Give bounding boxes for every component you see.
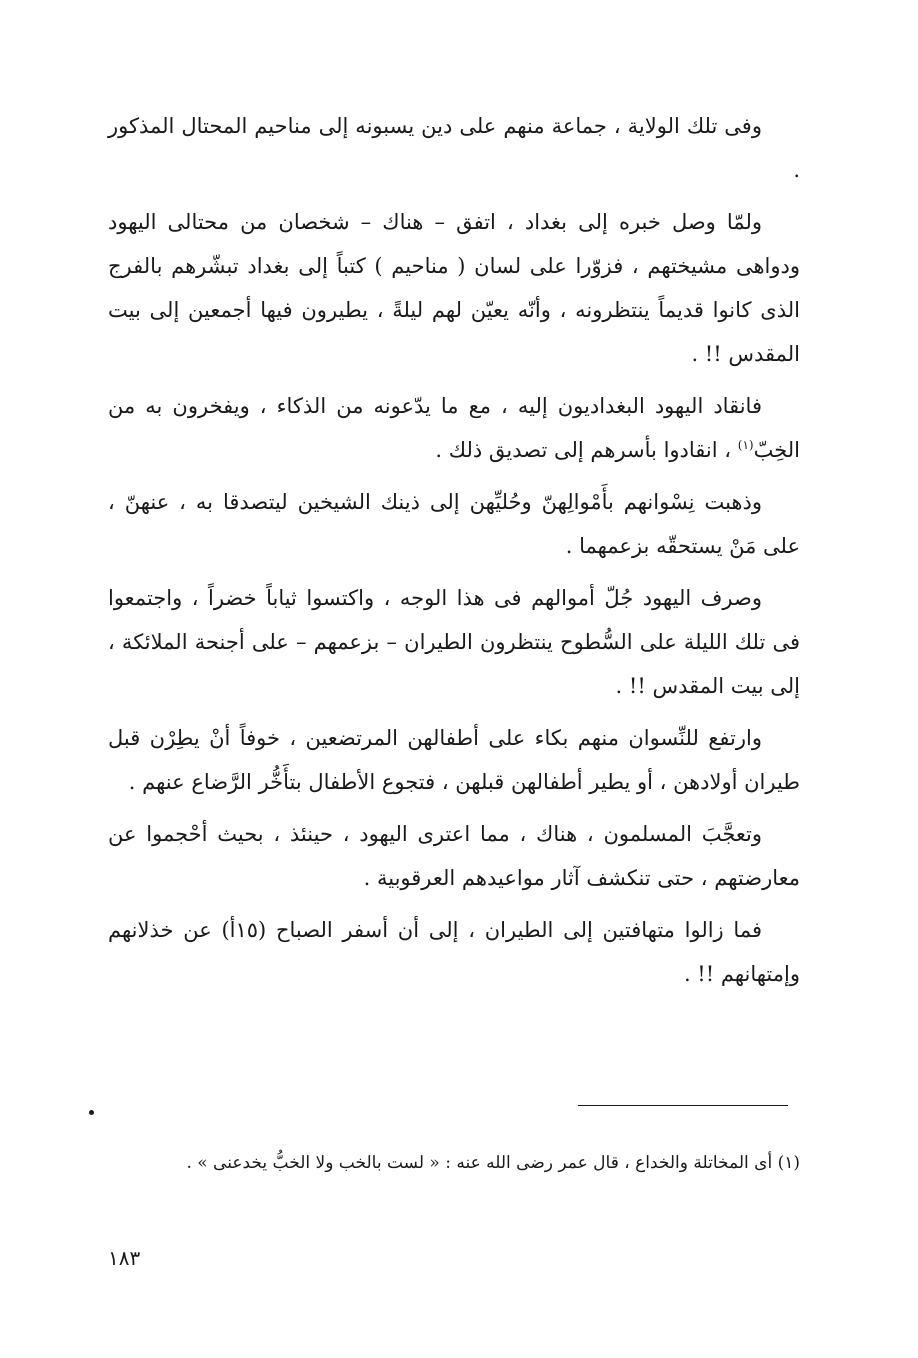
paragraph-6: وارتفع للنِّسوان منهم بكاء على أطفالهن المرتضعين ، خوفاً أنْ يطِرْن قبل طيران أولادهن ، أو يطير أطفالهن قبلهن ، فتجوع الأطفال بتأَخُّر الرَّضاع عنهم . (108, 726, 800, 794)
page-body (108, 104, 800, 1004)
footnote-marker: (١) (737, 438, 754, 452)
footnote-divider (578, 1105, 788, 1106)
paragraph-3 (108, 384, 800, 472)
paragraph-7: وتعجَّبَ المسلمون ، هناك ، مما اعترى اليهود ، حينئذ ، بحيث أحْجموا عن معارضتهم ، حتى تنكشف آثار مواعيدهم العرقوبية . (108, 822, 800, 890)
page-number: ١٨٣ (108, 1246, 141, 1270)
footnote: (١) أى المخاتلة والخداع ، قال عمر رضى الله عنه : « لست بالخب ولا الخبُّ يخدعنى » . (186, 1153, 800, 1173)
paragraph-5: وصرف اليهود جُلّ أموالهم فى هذا الوجه ، واكتسوا ثياباً خضراً ، واجتمعوا فى تلك الليلة على السُّطوح ينتظرون الطيران – بزعمهم – على أجنحة الملائكة ، إلى بيت المقدس !! . (108, 586, 800, 698)
paragraph-3-text: فانقاد اليهود البغداديون إليه ، مع ما يدّعونه من الذكاء ، ويفخرون به من الخِبّ (108, 394, 800, 462)
paragraph-1: وفى تلك الولاية ، جماعة منهم على دين يسبونه إلى مناحيم المحتال المذكور . (108, 114, 800, 182)
paragraph-3-tail: ، انقادوا بأسرهم إلى تصديق ذلك . (435, 438, 732, 462)
paragraph-8: فما زالوا متهافتين إلى الطيران ، إلى أن أسفر الصباح (١٥أ) عن خذلانهم وإمتهانهم !! . (108, 918, 800, 986)
paragraph-4: وذهبت نِسْوانهم بأَمْوالِهنّ وحُليِّهن إلى ذينك الشيخين ليتصدقا به ، عنهنّ ، على مَنْ يستحقّه بزعمهما . (108, 490, 800, 558)
paragraph-2: ولمّا وصل خبره إلى بغداد ، اتفق – هناك – شخصان من محتالى اليهود ودواهى مشيختهم ، فزوّرا على لسان ( مناحيم ) كتباً إلى بغداد تبشّرهم بالفرج الذى كانوا قديماً ينتظرونه ، وأنّه يعيّن لهم ليلةً ، يطيرون فيها أجمعين إلى بيت المقدس !! . (108, 210, 800, 366)
stray-dot (89, 1110, 94, 1115)
